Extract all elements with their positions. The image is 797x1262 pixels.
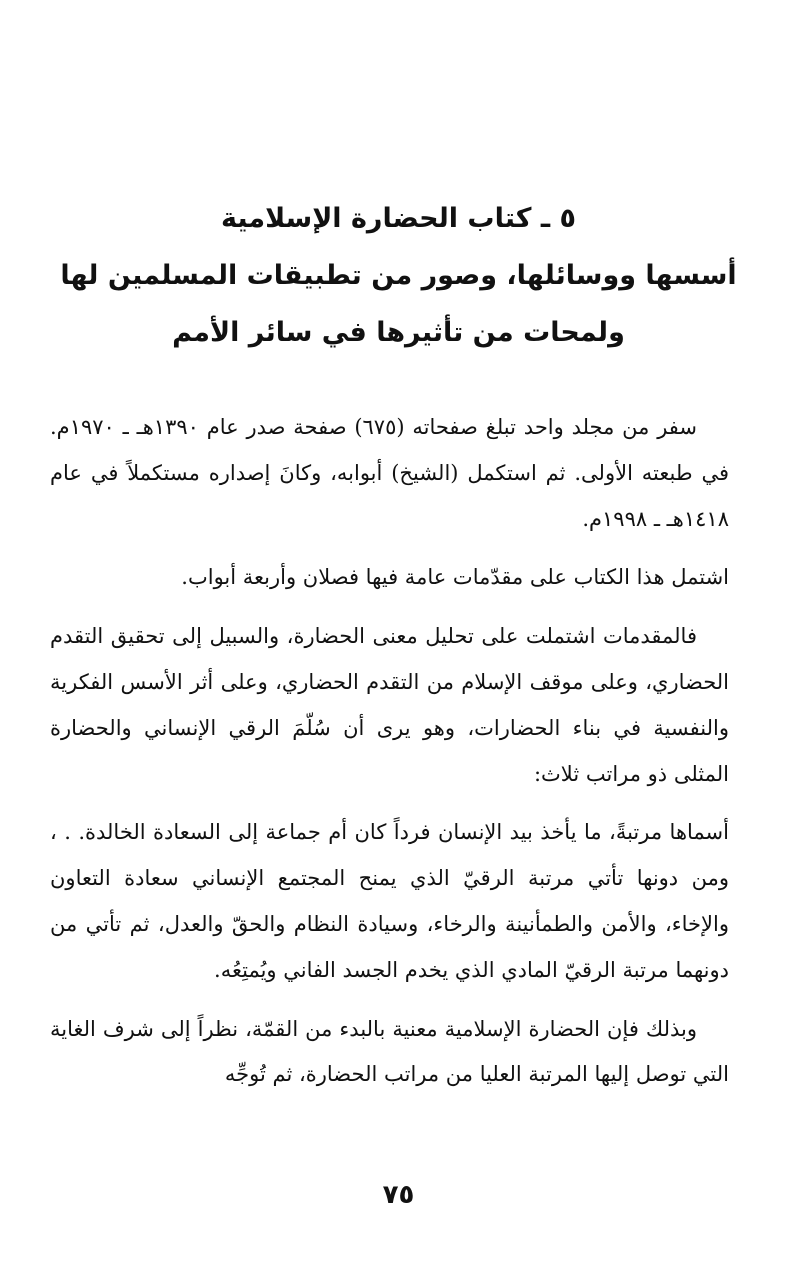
paragraph-introductions: فالمقدمات اشتملت على تحليل معنى الحضارة، والسبيل إلى تحقيق التقدم الحضاري، وعلى موقف الإسلام من التقدم الحضاري، وعلى أثر الأسس الفكرية والنفسية في بناء الحضارات، وهو يرى أن سُلّمَ الرقي الإنساني والحضارة المثلى ذو مراتب ثلاث: — [50, 624, 729, 786]
paragraph-conclusion: وبذلك فإن الحضارة الإسلامية معنية بالبدء من القمّة، نظراً إلى شرف الغاية التي توصل إليها المرتبة العليا من مراتب الحضارة، ثم تُوجِّه — [50, 1016, 729, 1087]
paragraph-publication: سفر من مجلد واحد تبلغ صفحاته (٦٧٥) صفحة صدر عام ١٣٩٠هـ ـ ١٩٧٠م. في طبعته الأولى. ثم استكمل (الشيخ) أبوابه، وكانَ إصداره مستكملاً في عام ١٤١٨هـ ـ ١٩٩٨م. — [50, 415, 729, 531]
body-text — [50, 405, 729, 1111]
heading-subtitle-line-2: ولمحات من تأثيرها في سائر الأمم — [172, 317, 625, 348]
paragraph-ranks: أسماها مرتبةً، ما يأخذ بيد الإنسان فرداً كان أم جماعة إلى السعادة الخالدة. . ، ومن دونها تأتي مرتبة الرقيّ الذي يمنح المجتمع الإنساني سعادة التعاون والإخاء، والأمن والطمأنينة والرخاء، وسيادة النظام والحقّ والعدل، ثم تأتي من دونهما مرتبة الرقيّ المادي الذي يخدم الجسد الفاني ويُمتِعُه. — [50, 820, 729, 982]
section-heading — [50, 190, 747, 361]
paragraph-contents: اشتمل هذا الكتاب على مقدّمات عامة فيها فصلان وأربعة أبواب. — [181, 565, 729, 590]
heading-subtitle-line-1: أسسها ووسائلها، وصور من تطبيقات المسلمين لها — [60, 260, 737, 291]
page-number: ٧٥ — [382, 1180, 415, 1210]
heading-title: ٥ ـ كتاب الحضارة الإسلامية — [221, 203, 576, 234]
